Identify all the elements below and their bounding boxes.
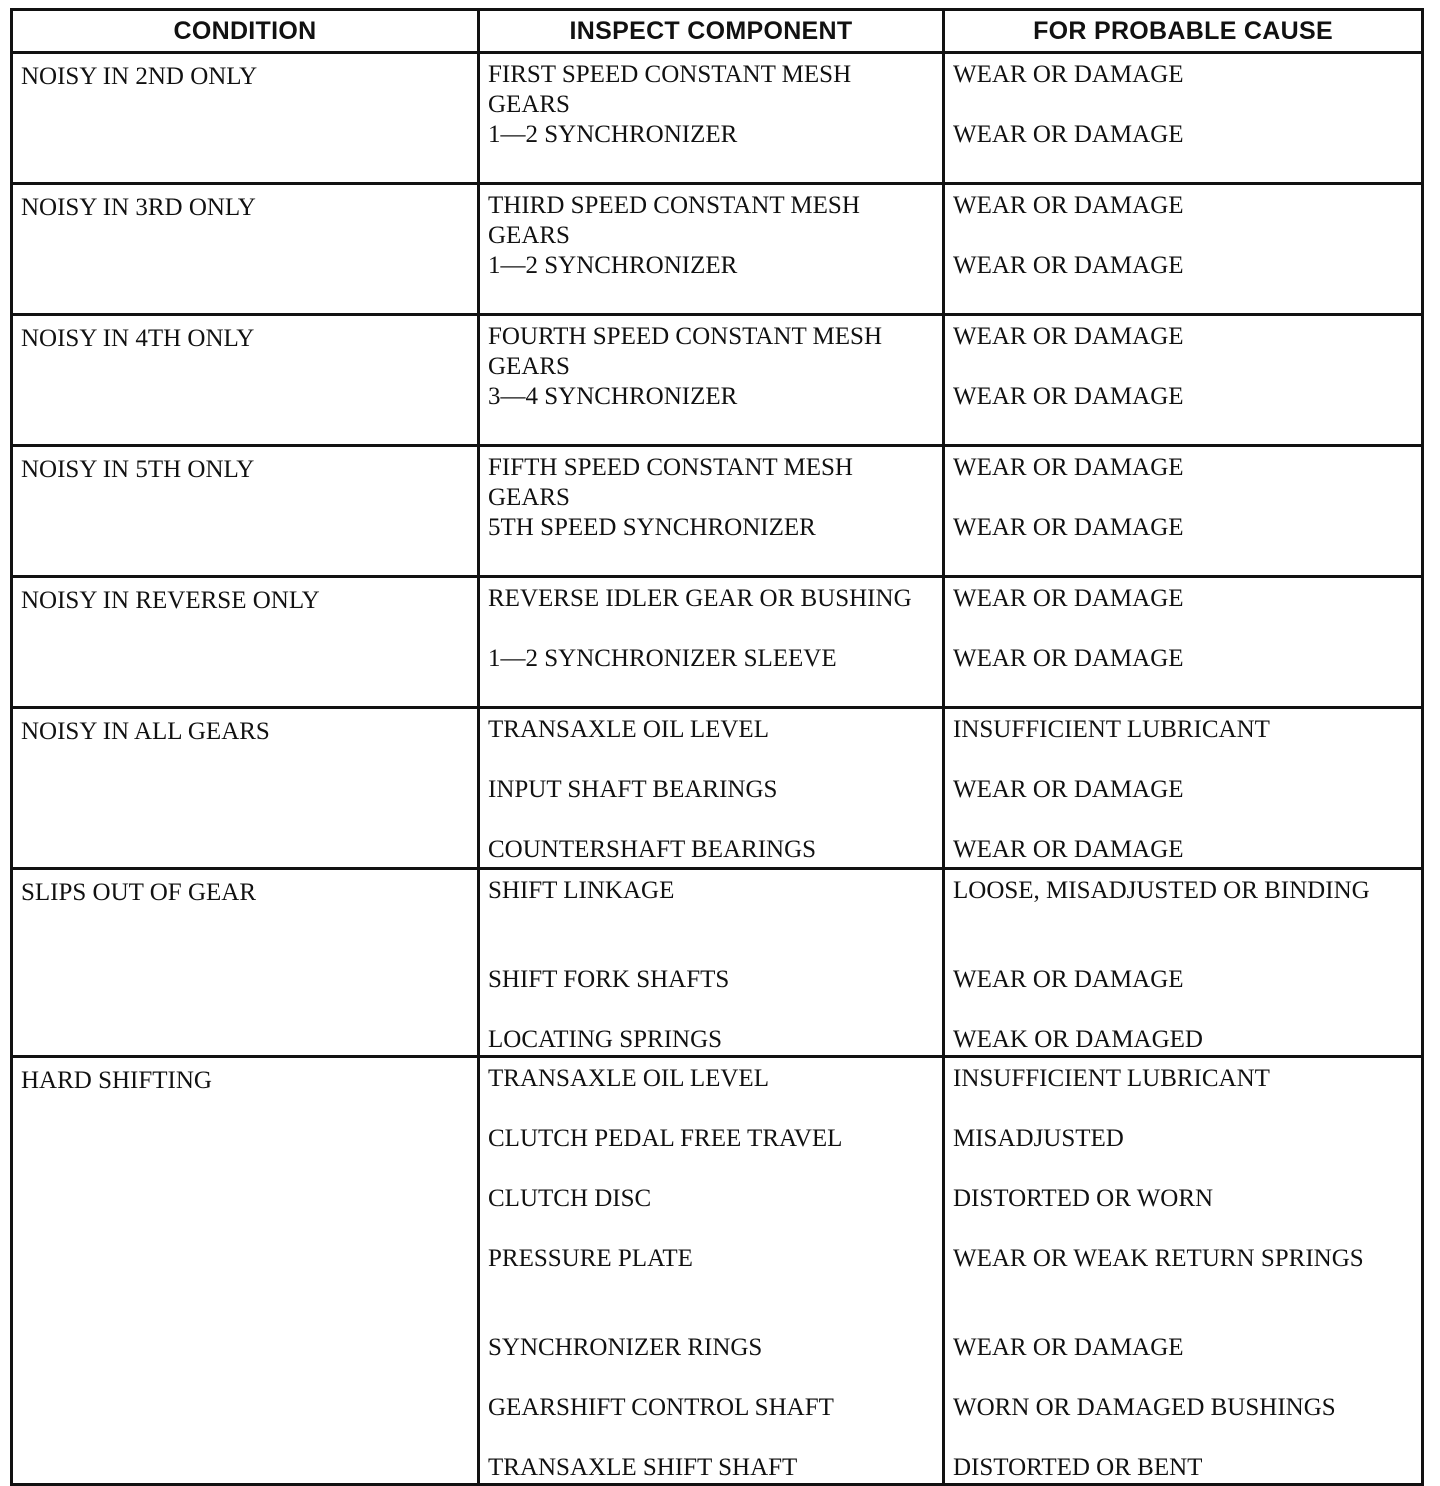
table-row bbox=[12, 869, 1423, 1057]
component-item: LOCATING SPRINGS bbox=[488, 1026, 723, 1053]
condition-cell bbox=[12, 1057, 479, 1485]
cause-item: DISTORTED OR WORN bbox=[953, 1185, 1214, 1212]
cause-cell bbox=[944, 53, 1423, 184]
cause-item: INSUFFICIENT LUBRICANT bbox=[953, 716, 1270, 743]
component-item: 5TH SPEED SYNCHRONIZER bbox=[488, 514, 816, 541]
header-condition: CONDITION bbox=[12, 10, 479, 53]
cause-item: WEAR OR DAMAGE bbox=[953, 645, 1184, 672]
cause-item: WORN OR DAMAGED BUSHINGS bbox=[953, 1394, 1336, 1421]
table-row bbox=[12, 315, 1423, 446]
component-item: TRANSAXLE OIL LEVEL bbox=[488, 1065, 769, 1092]
table-row bbox=[12, 1057, 1423, 1485]
cause-item: WEAR OR DAMAGE bbox=[953, 836, 1184, 863]
cause-item: WEAR OR DAMAGE bbox=[953, 121, 1184, 148]
condition-cell bbox=[12, 708, 479, 869]
cause-item: MISADJUSTED bbox=[953, 1125, 1124, 1152]
cause-item: WEAR OR DAMAGE bbox=[953, 454, 1184, 481]
condition-text: NOISY IN 4TH ONLY bbox=[21, 325, 255, 352]
component-cell bbox=[479, 446, 944, 577]
cause-cell bbox=[944, 446, 1423, 577]
troubleshooting-table bbox=[10, 8, 1424, 1486]
component-item: 1—2 SYNCHRONIZER bbox=[488, 121, 738, 148]
cause-item: WEAR OR DAMAGE bbox=[953, 585, 1184, 612]
cause-cell bbox=[944, 708, 1423, 869]
component-item: CLUTCH PEDAL FREE TRAVEL bbox=[488, 1125, 843, 1152]
component-item: REVERSE IDLER GEAR OR BUSHING bbox=[488, 585, 912, 612]
cause-cell bbox=[944, 315, 1423, 446]
component-cell bbox=[479, 184, 944, 315]
component-item: SYNCHRONIZER RINGS bbox=[488, 1334, 763, 1361]
condition-cell bbox=[12, 869, 479, 1057]
cause-item: WEAR OR WEAK RETURN SPRINGS bbox=[953, 1245, 1364, 1272]
cause-item: WEAR OR DAMAGE bbox=[953, 1334, 1184, 1361]
component-item: 1—2 SYNCHRONIZER bbox=[488, 252, 738, 279]
condition-text: NOISY IN ALL GEARS bbox=[21, 718, 270, 745]
condition-text: HARD SHIFTING bbox=[21, 1067, 212, 1094]
condition-cell bbox=[12, 446, 479, 577]
condition-text: NOISY IN 2ND ONLY bbox=[21, 63, 258, 90]
component-cell bbox=[479, 53, 944, 184]
component-item: TRANSAXLE SHIFT SHAFT bbox=[488, 1454, 798, 1481]
component-item: FIFTH SPEED CONSTANT MESH GEARS bbox=[488, 454, 853, 511]
condition-text: SLIPS OUT OF GEAR bbox=[21, 879, 256, 906]
component-cell bbox=[479, 315, 944, 446]
component-item: TRANSAXLE OIL LEVEL bbox=[488, 716, 769, 743]
header-probable-cause: FOR PROBABLE CAUSE bbox=[944, 10, 1423, 53]
component-item: SHIFT FORK SHAFTS bbox=[488, 966, 730, 993]
component-item: FOURTH SPEED CONSTANT MESH GEARS bbox=[488, 323, 883, 380]
table-row bbox=[12, 577, 1423, 708]
component-cell bbox=[479, 577, 944, 708]
condition-cell bbox=[12, 53, 479, 184]
cause-item: WEAR OR DAMAGE bbox=[953, 252, 1184, 279]
condition-cell bbox=[12, 315, 479, 446]
component-cell bbox=[479, 869, 944, 1057]
cause-cell bbox=[944, 1057, 1423, 1485]
table-row bbox=[12, 446, 1423, 577]
table-row bbox=[12, 184, 1423, 315]
cause-item: WEAR OR DAMAGE bbox=[953, 192, 1184, 219]
component-item: FIRST SPEED CONSTANT MESH GEARS bbox=[488, 61, 852, 118]
cause-item: WEAR OR DAMAGE bbox=[953, 323, 1184, 350]
cause-item: WEAR OR DAMAGE bbox=[953, 966, 1184, 993]
component-item: INPUT SHAFT BEARINGS bbox=[488, 776, 778, 803]
component-cell bbox=[479, 1057, 944, 1485]
cause-cell bbox=[944, 184, 1423, 315]
component-item: SHIFT LINKAGE bbox=[488, 877, 675, 904]
component-item: 3—4 SYNCHRONIZER bbox=[488, 383, 738, 410]
condition-cell bbox=[12, 577, 479, 708]
condition-text: NOISY IN 3RD ONLY bbox=[21, 194, 256, 221]
cause-cell bbox=[944, 577, 1423, 708]
component-item: THIRD SPEED CONSTANT MESH GEARS bbox=[488, 192, 860, 249]
condition-text: NOISY IN 5TH ONLY bbox=[21, 456, 255, 483]
cause-item: WEAR OR DAMAGE bbox=[953, 383, 1184, 410]
cause-item: WEAR OR DAMAGE bbox=[953, 776, 1184, 803]
table-row bbox=[12, 53, 1423, 184]
header-inspect-component: INSPECT COMPONENT bbox=[479, 10, 944, 53]
cause-item: WEAR OR DAMAGE bbox=[953, 514, 1184, 541]
component-item: 1—2 SYNCHRONIZER SLEEVE bbox=[488, 645, 837, 672]
table-row bbox=[12, 708, 1423, 869]
component-item: PRESSURE PLATE bbox=[488, 1245, 693, 1272]
cause-item: INSUFFICIENT LUBRICANT bbox=[953, 1065, 1270, 1092]
component-item: CLUTCH DISC bbox=[488, 1185, 652, 1212]
cause-item: LOOSE, MISADJUSTED OR BINDING bbox=[953, 877, 1370, 904]
cause-item: DISTORTED OR BENT bbox=[953, 1454, 1203, 1481]
cause-cell bbox=[944, 869, 1423, 1057]
cause-item: WEAR OR DAMAGE bbox=[953, 61, 1184, 88]
condition-cell bbox=[12, 184, 479, 315]
cause-item: WEAK OR DAMAGED bbox=[953, 1026, 1203, 1053]
component-item: GEARSHIFT CONTROL SHAFT bbox=[488, 1394, 834, 1421]
condition-text: NOISY IN REVERSE ONLY bbox=[21, 587, 320, 614]
component-cell bbox=[479, 708, 944, 869]
component-item: COUNTERSHAFT BEARINGS bbox=[488, 836, 817, 863]
header-row bbox=[12, 10, 1423, 53]
